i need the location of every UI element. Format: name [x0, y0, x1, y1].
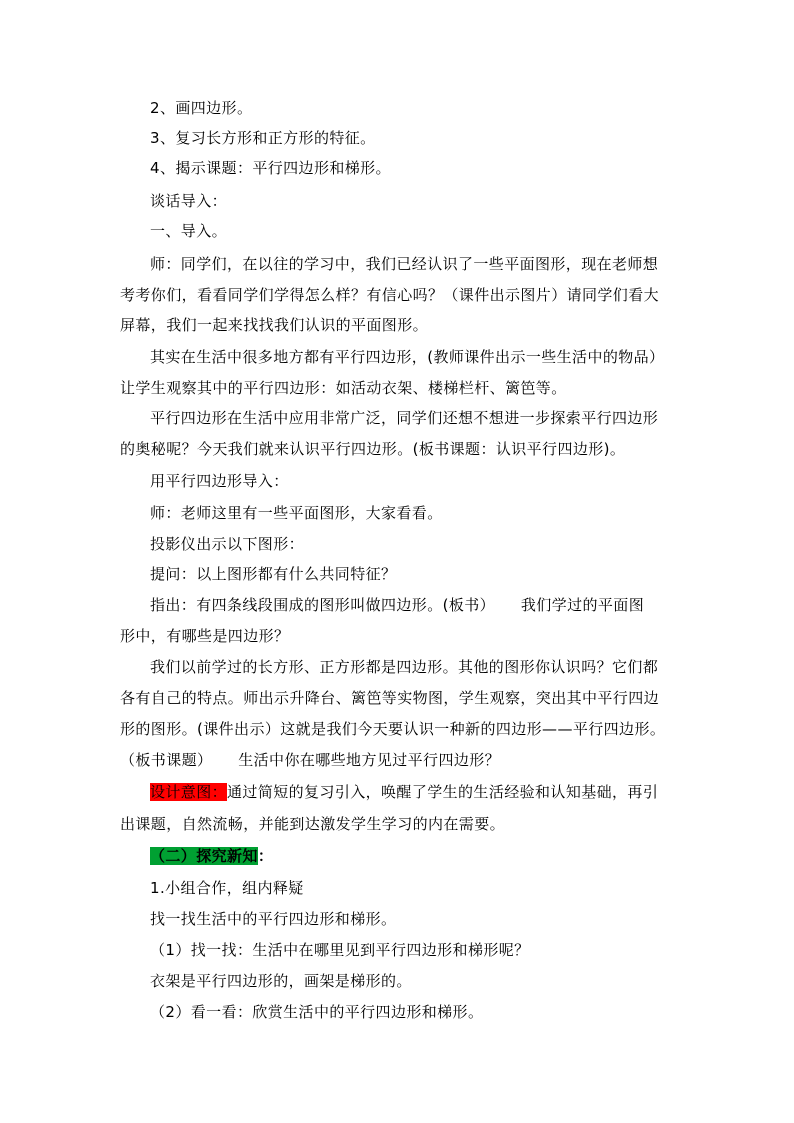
explore-heading-line — [150, 846, 273, 866]
design-intent-text: 通过简短的复习引入，唤醒了学生的生活经验和认知基础，再引 — [227, 783, 659, 801]
paragraph-line: 我们以前学过的长方形、正方形都是四边形。其他的图形你认识吗？它们都 — [150, 658, 659, 676]
paragraph-line: （2）看一看：欣赏生活中的平行四边形和梯形。 — [150, 1003, 484, 1021]
design-intent-line — [150, 782, 658, 802]
paragraph-line: 考考你们，看看同学们学得怎么样？有信心吗？（课件出示图片）请同学们看大 — [120, 286, 660, 304]
review-item-2: 2、画四边形。 — [150, 99, 253, 117]
paragraph-line: 屏幕，我们一起来找找我们认识的平面图形。 — [120, 316, 429, 334]
paragraph-line: 1.小组合作，组内释疑 — [150, 879, 304, 897]
paragraph-line: 指出：有四条线段围成的图形叫做四边形。(板书） 我们学过的平面图 — [150, 596, 645, 614]
paragraph-line: 出课题，自然流畅，并能到达激发学生学习的内在需要。 — [120, 815, 506, 833]
paragraph-line: （板书课题） 生活中你在哪些地方见过平行四边形？ — [120, 751, 501, 769]
paragraph-line: 形中，有哪些是四边形？ — [120, 627, 290, 645]
talk-intro-heading: 谈话导入： — [150, 192, 228, 210]
explore-heading: （二）探究新知 — [150, 847, 258, 865]
shape-intro-heading: 用平行四边形导入： — [150, 472, 289, 490]
paragraph-line: 找一找生活中的平行四边形和梯形。 — [150, 910, 397, 928]
explore-heading-colon: ： — [257, 847, 274, 865]
paragraph-line: 的奥秘呢？今天我们就来认识平行四边形。(板书课题：认识平行四边形)。 — [120, 440, 626, 458]
paragraph-line: 平行四边形在生活中应用非常广泛，同学们还想不想进一步探索平行四边形 — [150, 409, 659, 427]
paragraph-line: 衣架是平行四边形的，画架是梯形的。 — [150, 972, 412, 990]
review-item-4: 4、揭示课题：平行四边形和梯形。 — [150, 159, 391, 177]
paragraph-line: 形的图形。(课件出示）这就是我们今天要认识一种新的四边形——平行四边形。 — [120, 720, 666, 738]
paragraph-line: 提问：以上图形都有什么共同特征？ — [150, 565, 397, 583]
paragraph-line: 师：同学们，在以往的学习中，我们已经认识了一些平面图形，现在老师想 — [150, 255, 659, 273]
review-item-3: 3、复习长方形和正方形的特征。 — [150, 129, 376, 147]
paragraph-line: 其实在生活中很多地方都有平行四边形，(教师课件出示一些生活中的物品） — [150, 348, 665, 366]
paragraph-line: （1）找一找：生活中在哪里见到平行四边形和梯形呢？ — [150, 941, 530, 959]
paragraph-line: 投影仪出示以下图形： — [150, 535, 305, 553]
design-intent-label: 设计意图： — [150, 783, 228, 801]
paragraph-line: 师：老师这里有一些平面图形，大家看看。 — [150, 504, 443, 522]
paragraph-line: 各有自己的特点。师出示升降台、篱笆等实物图，学生观察，突出其中平行四边 — [120, 689, 660, 707]
section-title-intro: 一、导入。 — [150, 222, 228, 240]
paragraph-line: 让学生观察其中的平行四边形：如活动衣架、楼梯栏杆、篱笆等。 — [120, 379, 567, 397]
